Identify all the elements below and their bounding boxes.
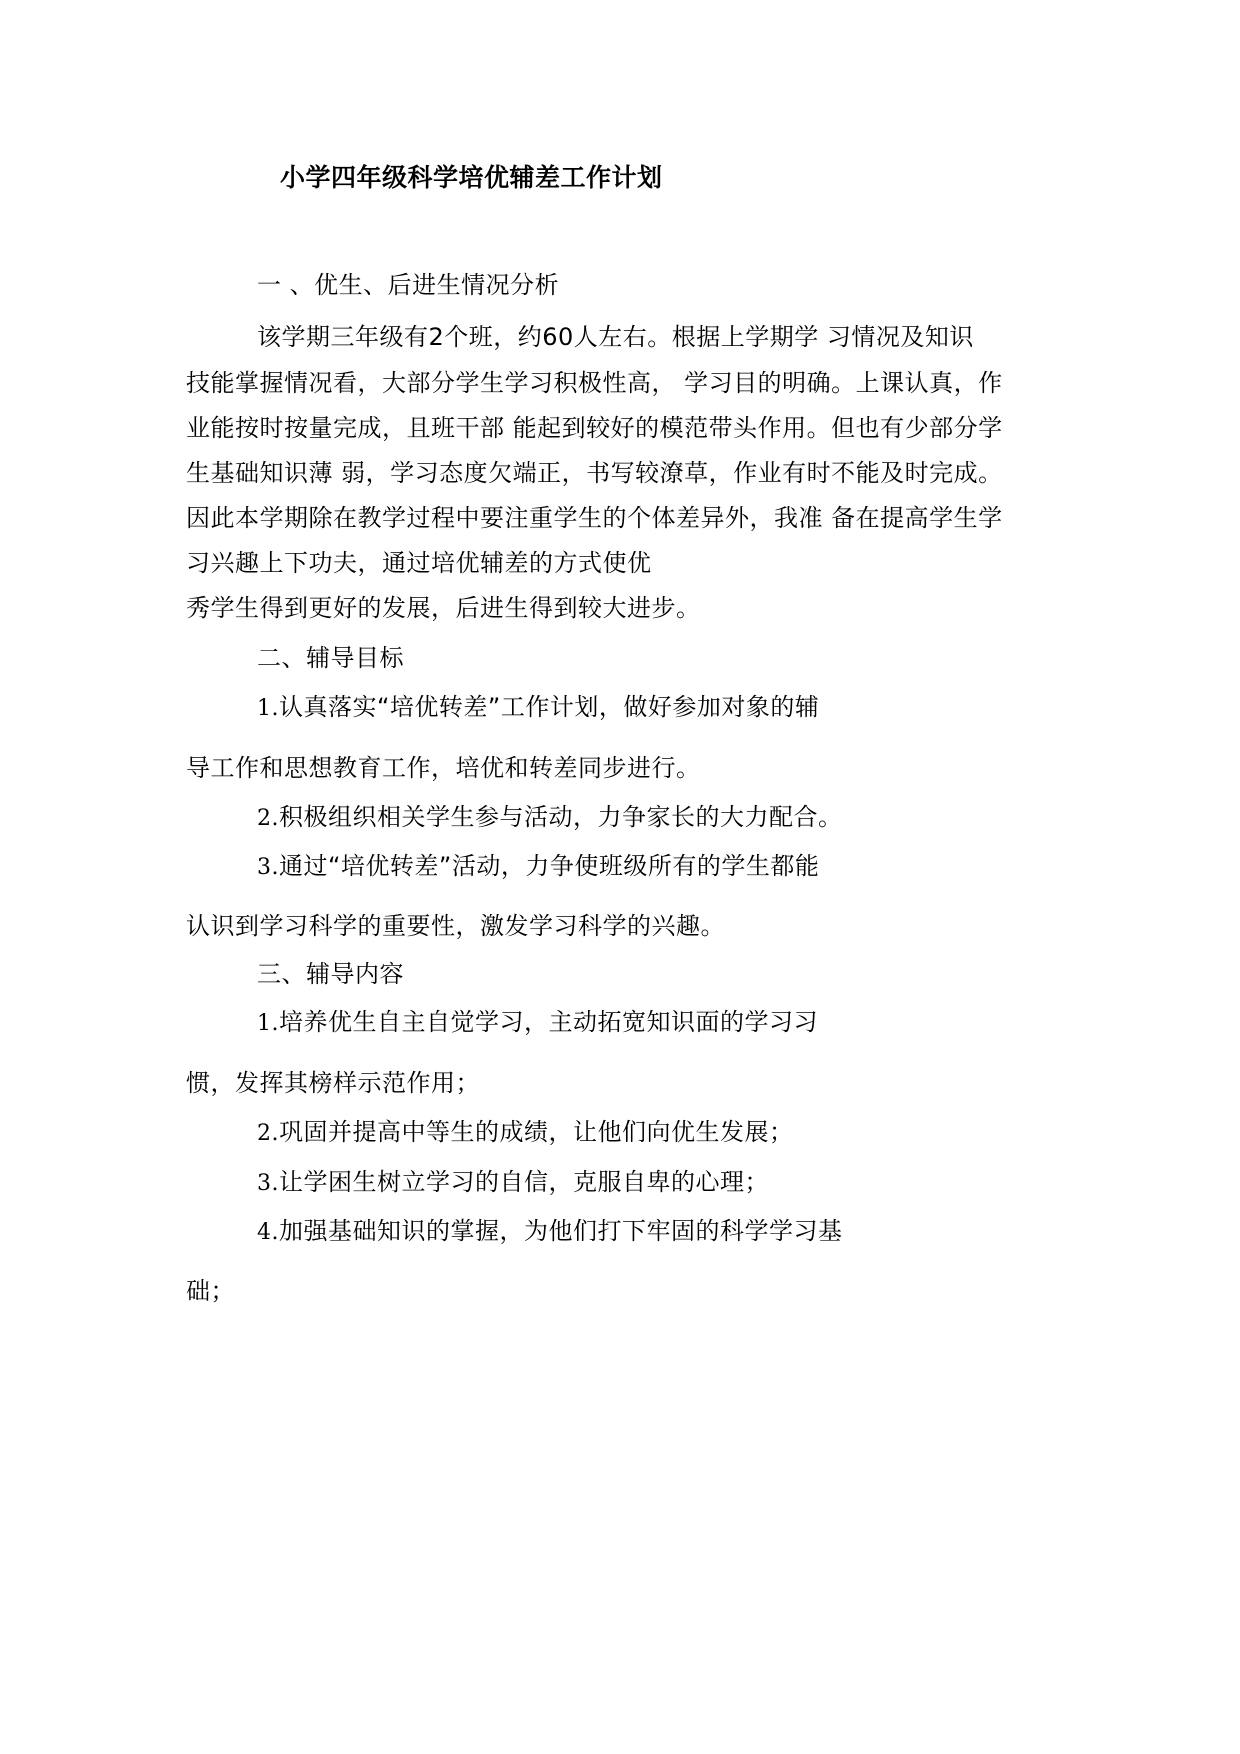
section2-item-3-continuation: 认识到学习科学的重要性，激发学习科学的兴趣。: [186, 912, 725, 940]
section3-item-1-continuation: 惯，发挥其榜样示范作用；: [186, 1069, 480, 1097]
item-text: 让学困生树立学习的自信，克服自卑的心理；: [279, 1168, 769, 1196]
section3-heading: 三、辅导内容: [257, 960, 404, 988]
section1-paragraph-line: 技能掌握情况看，大部分学生学习积极性高， 学习目的明确。上课认真，作: [186, 369, 1003, 397]
section3-item-2: [257, 1117, 794, 1149]
section1-paragraph-line: 因此本学期除在教学过程中要注重学生的个体差异外，我准 备在提高学生学: [186, 504, 1003, 532]
section1-paragraph-line: 秀学生得到更好的发展，后进生得到较大进步。: [186, 594, 701, 622]
section3-item-4-continuation: 础；: [186, 1277, 235, 1305]
item-number: 1.: [257, 696, 279, 721]
section2-item-1: [257, 692, 819, 724]
item-text: 培养优生自主自觉学习，主动拓宽知识面的学习习: [279, 1008, 818, 1036]
item-number: 1.: [257, 1011, 279, 1036]
item-number: 3.: [257, 855, 279, 880]
section3-item-1: [257, 1007, 818, 1039]
item-text: 积极组织相关学生参与活动，力争家长的大力配合。: [279, 803, 843, 831]
section1-paragraph-line: 生基础知识薄 弱，学习态度欠端正，书写较潦草，作业有时不能及时完成。: [186, 459, 1003, 487]
section3-item-4: [257, 1216, 843, 1248]
item-number: 2.: [257, 806, 279, 831]
item-number: 4.: [257, 1220, 279, 1245]
section2-item-3: [257, 851, 819, 883]
document-title: 小学四年级科学培优辅差工作计划: [280, 163, 663, 192]
section2-heading: 二、辅导目标: [257, 644, 404, 672]
item-text: 通过“培优转差”活动，力争使班级所有的学生都能: [279, 852, 820, 880]
section2-item-2: [257, 802, 843, 834]
section3-item-3: [257, 1167, 769, 1199]
section1-heading: 一 、优生、后进生情况分析: [257, 271, 560, 299]
item-text: 巩固并提高中等生的成绩，让他们向优生发展；: [279, 1118, 794, 1146]
item-text: 认真落实“培优转差”工作计划，做好参加对象的辅: [279, 693, 820, 721]
item-number: 3.: [257, 1171, 279, 1196]
section1-paragraph-line: 习兴趣上下功夫，通过培优辅差的方式使优: [186, 549, 652, 577]
section1-paragraph-line: 业能按时按量完成，且班干部 能起到较好的模范带头作用。但也有少部分学: [186, 414, 1003, 442]
section1-paragraph-line: 该学期三年级有2个班，约60人左右。根据上学期学 习情况及知识: [257, 323, 974, 351]
item-number: 2.: [257, 1121, 279, 1146]
item-text: 加强基础知识的掌握，为他们打下牢固的科学学习基: [279, 1217, 843, 1245]
section2-item-1-continuation: 导工作和思想教育工作，培优和转差同步进行。: [186, 754, 701, 782]
